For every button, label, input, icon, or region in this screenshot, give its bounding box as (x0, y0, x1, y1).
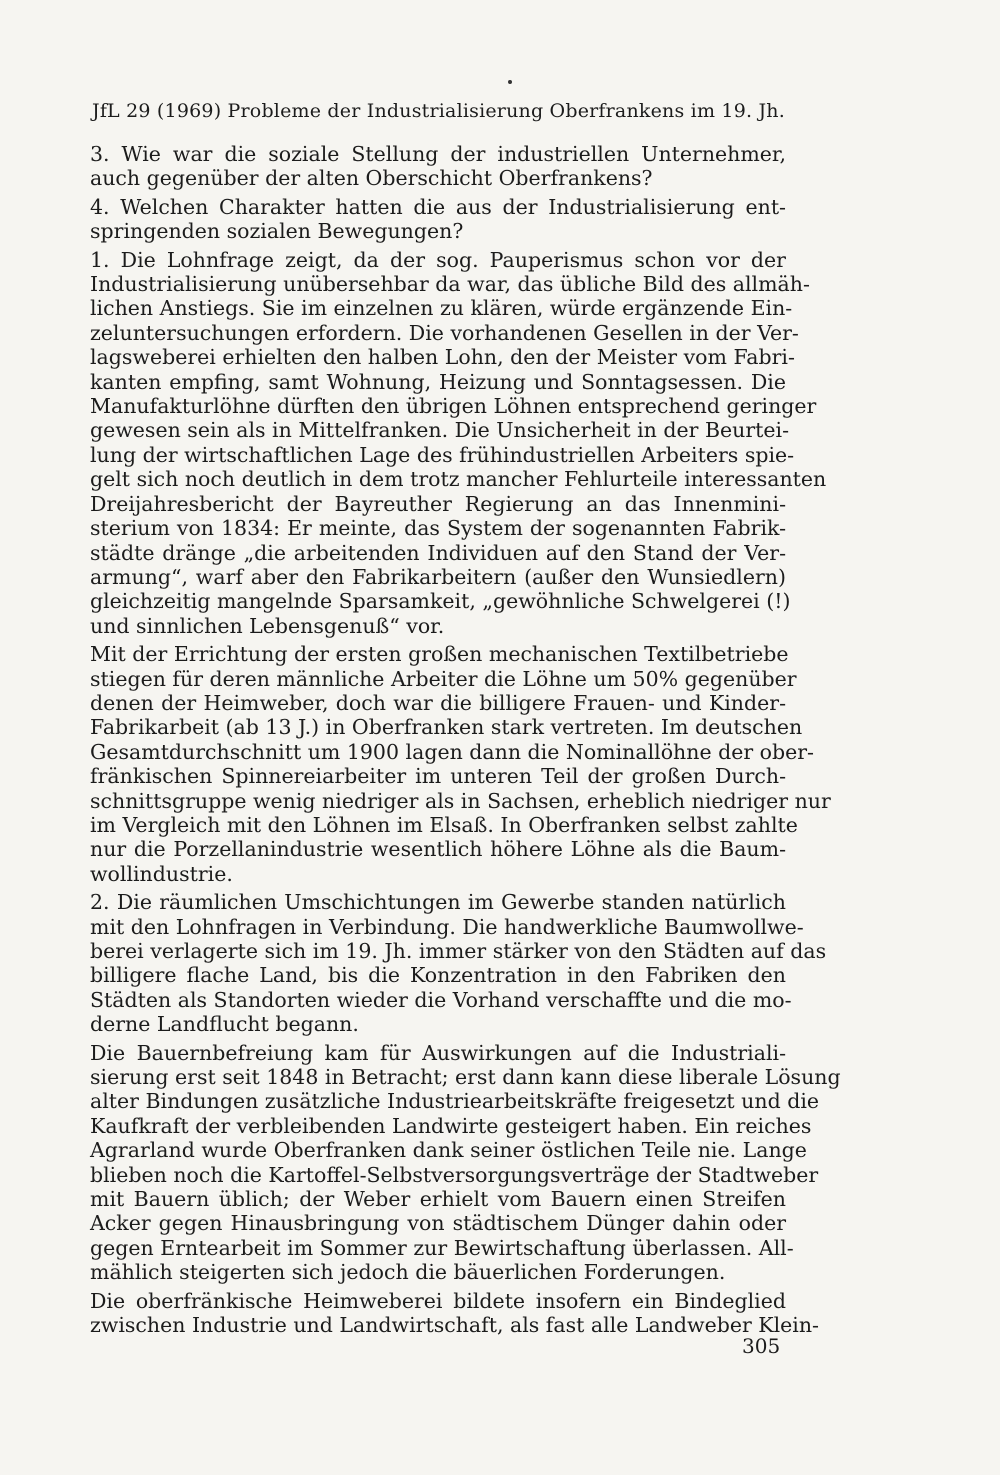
paragraph (90, 142, 786, 191)
paragraph (90, 890, 827, 1037)
print-speck (508, 80, 512, 84)
text-line: billigere flache Land, bis die Konzentration in den Fabriken den (90, 963, 786, 988)
text-line: Kaufkraft der verbleibenden Landwirte gesteigert haben. Ein reiches (90, 1113, 812, 1138)
text-line: stiegen für deren männliche Arbeiter die Löhne um 50% gegenüber (90, 666, 797, 691)
text-line: Die oberfränkische Heimweberei bildete insofern ein Bindeglied (90, 1288, 786, 1313)
text-line: armung“, warf aber den Fabrikarbeitern (außer den Wunsiedlern) (90, 564, 786, 589)
text-line: lichen Anstiegs. Sie im einzelnen zu klären, würde ergänzende Ein- (90, 296, 793, 321)
text-line: nur die Porzellanindustrie wesentlich höhere Löhne als die Baum- (90, 837, 786, 862)
text-line: und sinnlichen Lebensgenuß“ vor. (90, 613, 445, 638)
body-text (90, 142, 841, 1342)
text-line: Fabrikarbeit (ab 13 J.) in Oberfranken stark vertreten. Im deutschen (90, 715, 803, 740)
text-line: lung der wirtschaftlichen Lage des frühindustriellen Arbeiters spie- (90, 442, 795, 467)
text-line: 1. Die Lohnfrage zeigt, da der sog. Pauperismus schon vor der (90, 247, 786, 272)
text-line: Mit der Errichtung der ersten großen mechanischen Textilbetriebe (90, 642, 789, 667)
text-line: zeluntersuchungen erfordern. Die vorhandenen Gesellen in der Ver- (90, 320, 799, 345)
text-line: mählich steigerten sich jedoch die bäuerlichen Forderungen. (90, 1260, 726, 1285)
text-line: auch gegenüber der alten Oberschicht Oberfrankens? (90, 166, 653, 191)
text-line: im Vergleich mit den Löhnen im Elsaß. In Oberfranken selbst zahlte (90, 812, 798, 837)
text-line: schnittsgruppe wenig niedriger als in Sachsen, erheblich niedriger nur (90, 788, 831, 813)
text-line: 2. Die räumlichen Umschichtungen im Gewerbe standen natürlich (90, 890, 786, 915)
text-line: berei verlagerte sich im 19. Jh. immer stärker von den Städten auf das (90, 939, 827, 963)
text-line: 4. Welchen Charakter hatten die aus der Industrialisierung ent- (90, 194, 786, 219)
paragraph (90, 195, 786, 244)
text-line: derne Landflucht begann. (90, 1012, 359, 1037)
paragraph (90, 1040, 841, 1285)
text-line: mit Bauern üblich; der Weber erhielt vom Bauern einen Streifen (90, 1187, 786, 1212)
text-line: fränkischen Spinnereiarbeiter im unteren Teil der großen Durch- (90, 764, 786, 789)
text-line: Industrialisierung unübersehbar da war, das übliche Bild des allmäh- (90, 272, 810, 297)
text-line: gegen Erntearbeit im Sommer zur Bewirtschaftung überlassen. All- (90, 1235, 794, 1260)
text-line: Acker gegen Hinausbringung von städtischem Dünger dahin oder (90, 1211, 786, 1236)
text-line: zwischen Industrie und Landwirtschaft, als fast alle Landweber Klein- (90, 1313, 819, 1338)
text-line: kanten empfing, samt Wohnung, Heizung und Sonntagsessen. Die (90, 369, 786, 394)
text-line: denen der Heimweber, doch war die billigere Frauen- und Kinder- (90, 690, 786, 715)
text-line: alter Bindungen zusätzliche Industriearbeitskräfte freigesetzt und die (90, 1089, 820, 1114)
text-line: lagsweberei erhielten den halben Lohn, den der Meister vom Fabri- (90, 345, 795, 370)
text-line: städte dränge „die arbeitenden Individuen auf den Stand der Ver- (90, 540, 786, 565)
text-line: Manufakturlöhne dürften den übrigen Löhnen entsprechend geringer (90, 394, 817, 419)
text-line: gleichzeitig mangelnde Sparsamkeit, „gewöhnliche Schwelgerei (!) (90, 589, 791, 614)
text-line: Agrarland wurde Oberfranken dank seiner östlichen Teile nie. Lange (90, 1138, 807, 1163)
text-line: Gesamtdurchschnitt um 1900 lagen dann die Nominallöhne der ober- (90, 739, 814, 764)
paragraph (90, 642, 831, 886)
text-line: springenden sozialen Bewegungen? (90, 219, 464, 244)
text-line: gewesen sein als in Mittelfranken. Die Unsicherheit in der Beurtei- (90, 418, 789, 443)
text-line: Dreijahresbericht der Bayreuther Regierung an das Innenmini- (90, 491, 786, 516)
text-line: sterium von 1834: Er meinte, das System der sogenannten Fabrik- (90, 516, 786, 541)
running-head: JfL 29 (1969) Probleme der Industrialisierung Oberfrankens im 19. Jh. (92, 100, 785, 122)
text-line: mit den Lohnfragen in Verbindung. Die handwerkliche Baumwollwe- (90, 914, 804, 939)
text-line: wollindustrie. (90, 861, 233, 886)
text-line: 3. Wie war die soziale Stellung der industriellen Unternehmer, (90, 142, 786, 166)
text-line: sierung erst seit 1848 in Betracht; erst dann kann diese liberale Lösung (90, 1065, 841, 1090)
text-line: Städten als Standorten wieder die Vorhand verschaffte und die mo- (90, 987, 792, 1012)
text-line: gelt sich noch deutlich in dem trotz mancher Fehlurteile interessanten (90, 467, 827, 492)
paragraph (90, 1288, 819, 1338)
page-number: 305 (742, 1334, 781, 1358)
text-line: Die Bauernbefreiung kam für Auswirkungen auf die Industriali- (90, 1040, 786, 1065)
text-line: blieben noch die Kartoffel-Selbstversorgungsverträge der Stadtweber (90, 1162, 819, 1187)
paragraph (90, 247, 827, 639)
